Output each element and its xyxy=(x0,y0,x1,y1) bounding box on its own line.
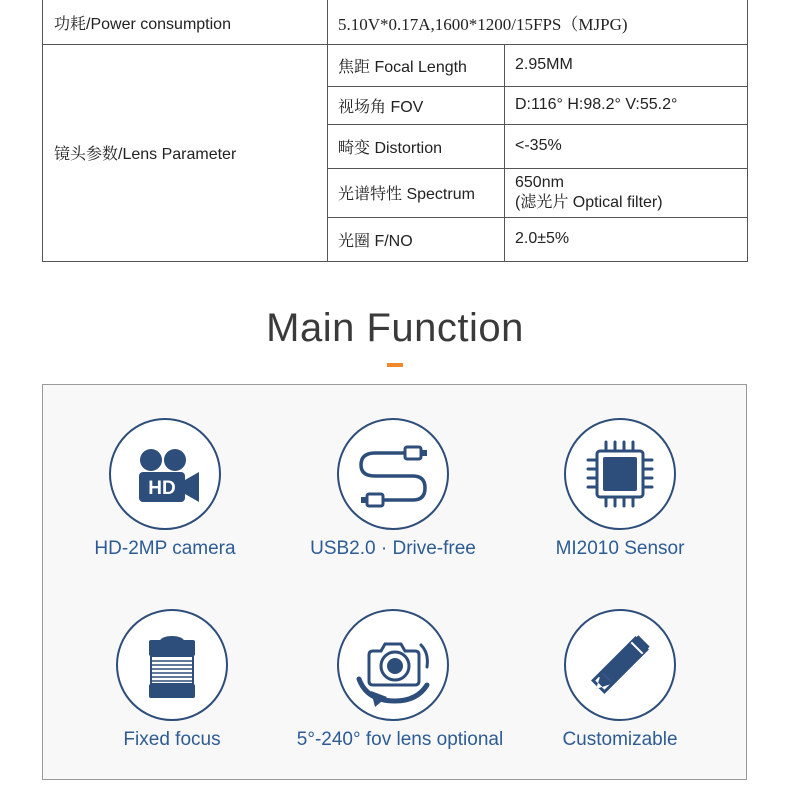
hd-icon-text: HD xyxy=(148,478,176,499)
table-border-left xyxy=(42,0,43,262)
lens-row-name: 视场角 FOV xyxy=(338,98,424,116)
fixed-focus-lens-icon xyxy=(116,609,228,721)
spectrum-value-line1: 650nm xyxy=(515,173,564,191)
sensor-chip-icon xyxy=(564,418,676,530)
ruler-pencil-icon xyxy=(564,609,676,721)
lens-row-name: 焦距 Focal Length xyxy=(338,58,467,76)
hd-camera-icon xyxy=(109,418,221,530)
section-title: Main Function xyxy=(266,306,524,350)
table-border-bottom xyxy=(42,261,748,262)
feature-label: 5°-240° fov lens optional xyxy=(296,729,504,750)
table-col-divider xyxy=(327,0,328,262)
power-value: 5.10V*0.17A,1600*1200/15FPS（MJPG) xyxy=(338,14,628,34)
lens-row-name: 光谱特性 Spectrum xyxy=(338,186,475,203)
lens-row-value: <-35% xyxy=(515,137,562,154)
feature-label: Customizable xyxy=(562,729,678,750)
usb-cable-icon xyxy=(337,418,449,530)
table-col-divider xyxy=(504,44,505,262)
lens-parameter-label: 镜头参数/Lens Parameter xyxy=(54,146,237,163)
rotating-camera-icon xyxy=(337,609,449,721)
feature-label: USB2.0 · Drive-free xyxy=(310,538,476,559)
power-label: 功耗/Power consumption xyxy=(54,15,231,33)
title-accent-bar xyxy=(387,363,403,367)
table-border-right xyxy=(747,0,748,262)
feature-label: Fixed focus xyxy=(123,729,221,750)
lens-row-value xyxy=(515,168,663,217)
lens-row-value: 2.95MM xyxy=(515,56,573,73)
spec-table xyxy=(42,0,748,262)
lens-row-value: D:116° H:98.2° V:55.2° xyxy=(515,96,678,113)
feature-label: MI2010 Sensor xyxy=(555,538,685,559)
lens-row-value: 2.0±5% xyxy=(515,230,570,247)
lens-row-name: 光圈 F/NO xyxy=(338,232,413,250)
lens-row-name: 畸变 Distortion xyxy=(338,139,443,157)
spectrum-value-line2: (滤光片 Optical filter) xyxy=(515,193,663,211)
feature-label: HD-2MP camera xyxy=(94,538,236,559)
